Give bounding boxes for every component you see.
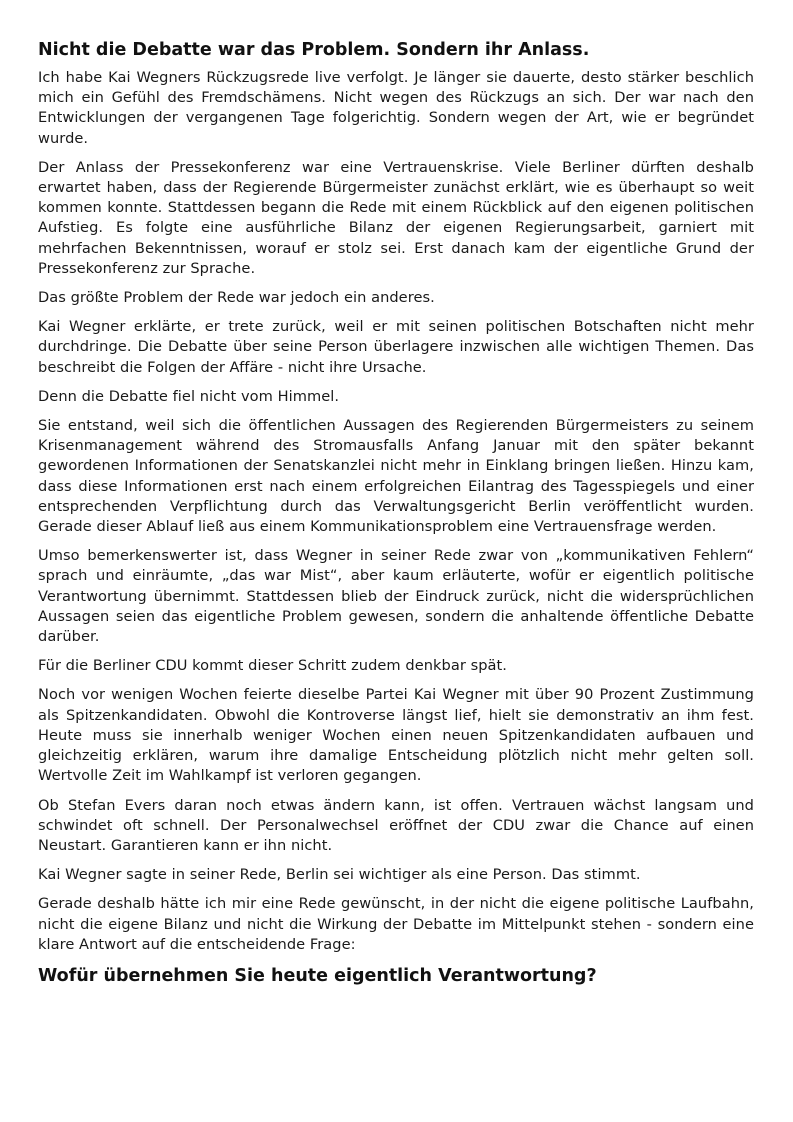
paragraph-5: Denn die Debatte fiel nicht vom Himmel. [38,387,340,405]
closing-question: Wofür übernehmen Sie heute eigentlich Verantwortung? [38,965,597,986]
paragraph-7: Umso bemerkenswerter ist, dass Wegner in seiner Rede zwar von „kommunikativen Fehlern“ sprach und einräumte, „das war Mist“, aber kaum erläuterte, wofür er eigentlich politische Verantwortung übernimmt. Stattdessen blieb der Eindruck zurück, nicht die widersprüchlichen Aussagen seien das eigentliche Problem gewesen, sondern die anhaltende öffentliche Debatte darüber. [38,547,754,646]
paragraph-6: Sie entstand, weil sich die öffentlichen Aussagen des Regierenden Bürgermeisters zu seinem Krisenmanagement während des Stromausfalls Anfang Januar mit den später bekannt gewordenen Informationen der Senatskanzlei nicht mehr in Einklang bringen ließen. Hinzu kam, dass diese Informationen erst nach einem erfolgreichen Eilantrag des Tagesspiegels und einer entsprechenden Verpflichtung durch das Verwaltungsgericht Berlin veröffentlicht wurden. Gerade dieser Ablauf ließ aus einem Kommunikationsproblem eine Vertrauensfrage werden. [38,417,754,536]
paragraph-12: Gerade deshalb hätte ich mir eine Rede gewünscht, in der nicht die eigene politische Laufbahn, nicht die eigene Bilanz und nicht die Wirkung der Debatte im Mittelpunkt stehen - sondern eine klare Antwort auf die entscheidende Frage: [38,895,754,953]
paragraph-3: Das größte Problem der Rede war jedoch ein anderes. [38,289,435,307]
paragraph-2: Der Anlass der Pressekonferenz war eine Vertrauenskrise. Viele Berliner dürften deshalb erwartet haben, dass der Regierende Bürgermeister zunächst erklärt, wie es überhaupt so weit kommen konnte. Stattdessen begann die Rede mit einem Rückblick auf den eigenen politischen Aufstieg. Es folgte eine ausführliche Bilanz der eigenen Regierungsarbeit, garniert mit mehrfachen Bekenntnissen, worauf er stolz sei. Erst danach kam der eigentliche Grund der Pressekonferenz zur Sprache. [38,158,754,277]
paragraph-1: Ich habe Kai Wegners Rückzugsrede live verfolgt. Je länger sie dauerte, desto stärker beschlich mich ein Gefühl des Fremdschämens. Nicht wegen des Rückzugs an sich. Der war nach den Entwicklungen der vergangenen Tage folgerichtig. Sondern wegen der Art, wie er begründet wurde. [38,69,754,147]
document-page [38,38,754,988]
paragraph-9: Noch vor wenigen Wochen feierte dieselbe Partei Kai Wegner mit über 90 Prozent Zustimmung als Spitzenkandidaten. Obwohl die Kontroverse längst lief, hielt sie demonstrativ an ihm fest. Heute muss sie innerhalb weniger Wochen einen neuen Spitzenkandidaten aufbauen und gleichzeitig erklären, warum ihre damalige Entscheidung plötzlich nicht mehr gelten soll. Wertvolle Zeit im Wahlkampf ist verloren gegangen. [38,686,754,785]
document-title: Nicht die Debatte war das Problem. Sondern ihr Anlass. [38,40,590,60]
paragraph-10: Ob Stefan Evers daran noch etwas ändern kann, ist offen. Vertrauen wächst langsam und schwindet oft schnell. Der Personalwechsel eröffnet der CDU zwar die Chance auf einen Neustart. Garantieren kann er ihn nicht. [38,796,754,854]
paragraph-4: Kai Wegner erklärte, er trete zurück, weil er mit seinen politischen Botschaften nicht mehr durchdringe. Die Debatte über seine Person überlagere inzwischen alle wichtigen Themen. Das beschreibt die Folgen der Affäre - nicht ihre Ursache. [38,318,754,376]
paragraph-11: Kai Wegner sagte in seiner Rede, Berlin sei wichtiger als eine Person. Das stimmt. [38,866,641,884]
paragraph-8: Für die Berliner CDU kommt dieser Schritt zudem denkbar spät. [38,657,507,675]
